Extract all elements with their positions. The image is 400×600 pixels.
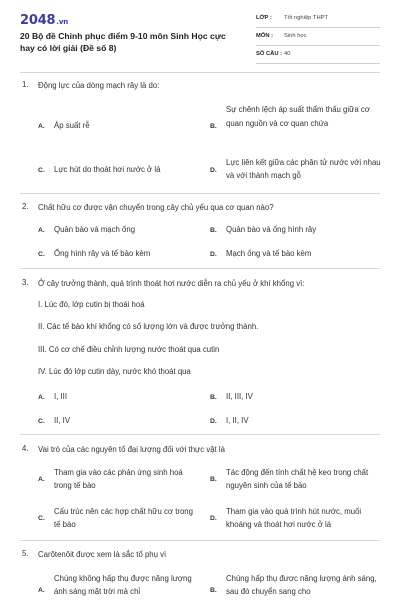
option-letter: A. — [38, 394, 45, 401]
meta-value: 40 — [284, 51, 291, 57]
divider — [20, 540, 380, 541]
option-letter: B. — [210, 476, 217, 483]
meta-key: MÔN : — [256, 33, 274, 39]
option-letter: D. — [210, 418, 217, 425]
divider — [20, 193, 380, 194]
option-text: Cấu trúc nên các hợp chất hữu cơ trong tế bào — [54, 507, 193, 529]
option-text: Ống hình rây và tế bào kèm — [54, 249, 151, 258]
option-letter: C. — [38, 515, 45, 522]
question-text: Carôtenôit được xem là sắc tố phụ vì — [38, 550, 167, 559]
question-text: Vai trò của các nguyên tố đại lượng đối với thực vật là — [38, 445, 225, 454]
site-logo[interactable] — [20, 13, 68, 28]
option-letter: D. — [210, 251, 217, 258]
meta-row-class — [256, 12, 380, 28]
option-text: I, II, IV — [226, 416, 249, 425]
question-text: Ở cây trưởng thành, quá trình thoát hơi nước diễn ra chủ yếu ở khí khổng vì: — [38, 279, 305, 288]
question-number: 5. — [22, 549, 29, 558]
option-text: Tham gia vào các phản ứng sinh hoá trong tế bào — [54, 468, 183, 490]
statement: III. Có cơ chế điều chỉnh lượng nước thoát qua cutin — [38, 345, 220, 354]
header — [0, 0, 400, 64]
meta-key: SỐ CÂU : — [256, 51, 283, 57]
option-text: Tham gia vào quá trình hút nước, muối khoáng và thoát hơi nước ở lá — [226, 507, 362, 529]
option-text: Quản bào và ống hình rây — [226, 225, 317, 234]
question-text: Động lực của dòng mạch rây là do: — [38, 81, 160, 90]
option-letter: D. — [210, 167, 217, 174]
option-letter: C. — [38, 251, 45, 258]
question-text: Chất hữu cơ được vận chuyển trong cây chủ yếu qua cơ quan nào? — [38, 203, 274, 212]
option-text: Áp suất rễ — [54, 121, 90, 130]
option-letter: B. — [210, 123, 217, 130]
option-letter: B. — [210, 227, 217, 234]
statement: I. Lúc đó, lớp cutin bị thoái hoá — [38, 300, 145, 309]
option-text: Chúng hấp thụ được năng lượng ánh sáng, sau đó chuyển sang cho — [226, 574, 377, 596]
question-number: 4. — [22, 444, 29, 453]
option-letter: B. — [210, 394, 217, 401]
option-letter: A. — [38, 227, 45, 234]
meta-row-subject — [256, 30, 380, 46]
option-text: Chúng không hấp thụ được năng lượng ánh sáng mặt trời mà chỉ — [54, 574, 192, 596]
exam-meta — [256, 12, 380, 66]
question-number: 1. — [22, 80, 29, 89]
exam-title: 20 Bộ đề Chinh phục điểm 9-10 môn Sinh Học cực hay có lời giải (Đề số 8) — [20, 31, 226, 53]
logo-suffix: .vn — [56, 18, 68, 26]
meta-value: Tốt nghiệp THPT — [284, 15, 329, 21]
option-letter: C. — [38, 418, 45, 425]
option-text: Quản bào và mạch ống — [54, 225, 136, 234]
meta-value: Sinh học — [284, 33, 307, 39]
option-text: Mạch ống và tế bào kèm — [226, 249, 312, 258]
option-text: Sự chênh lệch áp suất thẩm thấu giữa cơ quan nguồn và cơ quan chứa — [226, 105, 370, 128]
question-number: 3. — [22, 278, 29, 287]
meta-key: LỚP : — [256, 15, 272, 21]
logo-text: 2048 — [20, 13, 56, 28]
option-letter: B. — [210, 587, 217, 594]
option-text: II, IV — [54, 416, 71, 425]
divider — [20, 72, 380, 73]
option-letter: A. — [38, 476, 45, 483]
divider — [20, 434, 380, 435]
option-letter: D. — [210, 515, 217, 522]
option-text: I, III — [54, 392, 67, 401]
option-letter: A. — [38, 123, 45, 130]
question-number: 2. — [22, 202, 29, 211]
option-letter: A. — [38, 587, 45, 594]
option-text: II, III, IV — [226, 392, 253, 401]
option-letter: C. — [38, 167, 45, 174]
option-text: Lực liên kết giữa các phân tử nước với nhau và với thành mạch gỗ — [226, 158, 381, 180]
option-text: Tác động đến tính chất hệ keo trong chất nguyên sinh của tế bào — [226, 468, 369, 490]
option-text: Lực hút do thoát hơi nước ở lá — [54, 165, 161, 174]
divider — [20, 268, 380, 269]
statement: IV. Lúc đó lớp cutin dày, nước khó thoát qua — [38, 367, 191, 376]
meta-row-count — [256, 48, 380, 64]
statement: II. Các tế bào khí khổng có số lượng lớn và được trưởng thành. — [38, 322, 259, 331]
